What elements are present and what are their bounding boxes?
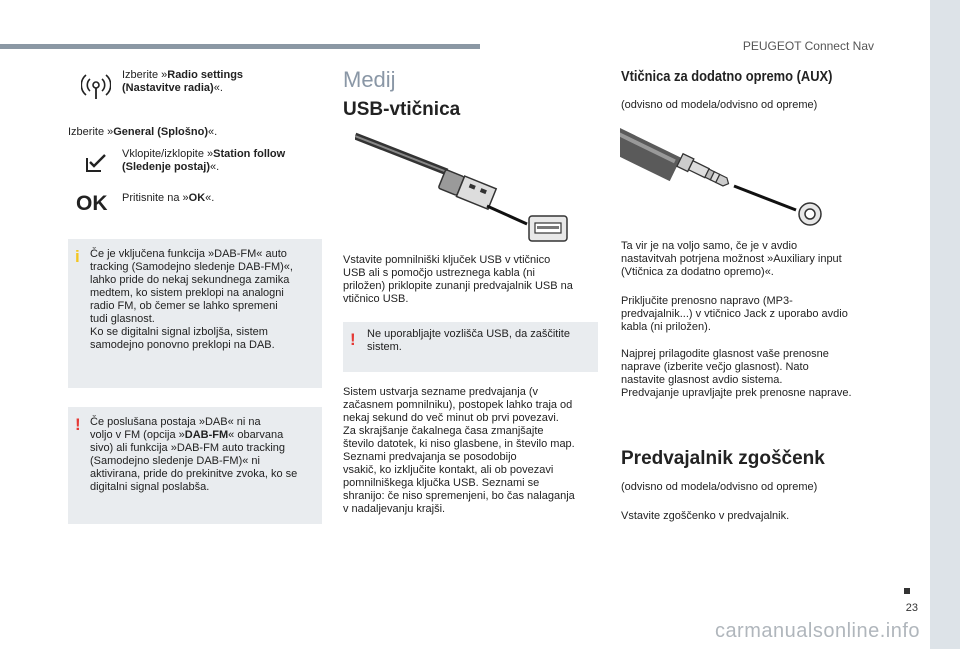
aux-volume-text: Najprej prilagodite glasnost vaše prenosne naprave (izberite večjo glasnost). Nato nastavite glasnost avdio sistema. Predvajanje upravljajte prek prenosne naprave. <box>621 348 852 399</box>
step-station-follow: Vklopite/izklopite »Station follow (Sledenje postaj)«. <box>122 148 286 173</box>
usb-insert-text: Vstavite pomnilniški ključek USB v vtičnico USB ali s pomočjo ustreznega kabla (ni priložen) priklopite zunanji predvajalnik USB na vtičnico USB. <box>343 254 573 305</box>
heading-aux: Vtičnica za dodatno opremo (AUX) <box>621 68 833 85</box>
heading-cd-player: Predvajalnik zgoščenk <box>621 448 825 469</box>
info-box-text: Če je vključena funkcija »DAB-FM« auto tracking (Samodejno sledenje DAB-FM)«, lahko pride do nekaj sekundnega zamika medtem, ko sistem preklopi na analogni radio FM, ob čemer se lahko spremeni tudi glasnost. Ko se digitalni signal izboljša, sistem samodejno ponovno preklopi na DAB. <box>90 248 293 351</box>
brand-label: PEUGEOT Connect Nav <box>742 39 874 53</box>
jack-plug-illustration <box>620 122 830 230</box>
warning-box-dab <box>68 407 322 524</box>
step-general: Izberite »General (Splošno)«. <box>68 126 218 138</box>
info-icon: i <box>75 247 80 266</box>
warning-box-text: Če poslušana postaja »DAB« ni na voljo v FM (opcija »DAB-FM« obarvana sivo) ali funkcija »DAB-FM auto tracking (Samodejno sledenje DAB-FM)« ni aktivirana, pride do prekinitve zvoka, ko se digitalni signal poslabša. <box>90 416 298 493</box>
usb-plug-illustration <box>355 128 575 246</box>
radio-antenna-icon <box>76 72 116 102</box>
warning-icon: ! <box>350 330 356 349</box>
warning-icon: ! <box>75 415 81 434</box>
aux-source-text: Ta vir je na voljo samo, če je v avdio nastavitvah potrjena možnost »Auxiliary input (Vtičnica za dodatno opremo)«. <box>621 240 842 278</box>
cd-insert-text: Vstavite zgoščenko v predvajalnik. <box>621 510 790 522</box>
aux-connect-text: Priključite prenosno napravo (MP3- predvajalnik...) v vtičnico Jack z uporabo avdio kabla (ni priložen). <box>621 295 848 333</box>
aux-note: (odvisno od modela/odvisno od opreme) <box>621 99 818 111</box>
header-rule <box>0 44 480 49</box>
ok-icon: OK <box>76 192 108 215</box>
side-strip <box>930 0 960 649</box>
step-ok: Pritisnite na »OK«. <box>122 192 215 204</box>
info-box-dab-fm <box>68 239 322 388</box>
warning-box-usb-hub <box>343 322 598 372</box>
cd-note: (odvisno od modela/odvisno od opreme) <box>621 481 818 493</box>
playlist-text: Sistem ustvarja sezname predvajanja (v začasnem pomnilniku), postopek lahko traja od nekaj sekund do več minut ob prvi povezavi. Za skrajšanje čakalnega časa zmanjšajte število datotek, ki niso glasbene, in število map. Seznami predvajanja se posodobijo vsakič, ko izključite kontakt, ali ob povezavi pomnilniškega ključka USB. Seznami se shranijo: če niso spremenjeni, bo čas nalaganja v nadaljevanju krajši. <box>343 386 575 515</box>
step-radio-settings: Izberite »Radio settings (Nastavitve radia)«. <box>122 69 244 94</box>
warning-box-text: Ne uporabljajte vozlišča USB, da zaščitite sistem. <box>367 328 570 353</box>
section-title-medij: Medij <box>343 67 396 92</box>
heading-usb: USB-vtičnica <box>343 99 461 120</box>
checkbox-check-icon <box>76 148 116 178</box>
continue-marker <box>904 588 910 594</box>
page-number: 23 <box>905 602 918 614</box>
watermark: carmanualsonline.info <box>714 620 920 642</box>
